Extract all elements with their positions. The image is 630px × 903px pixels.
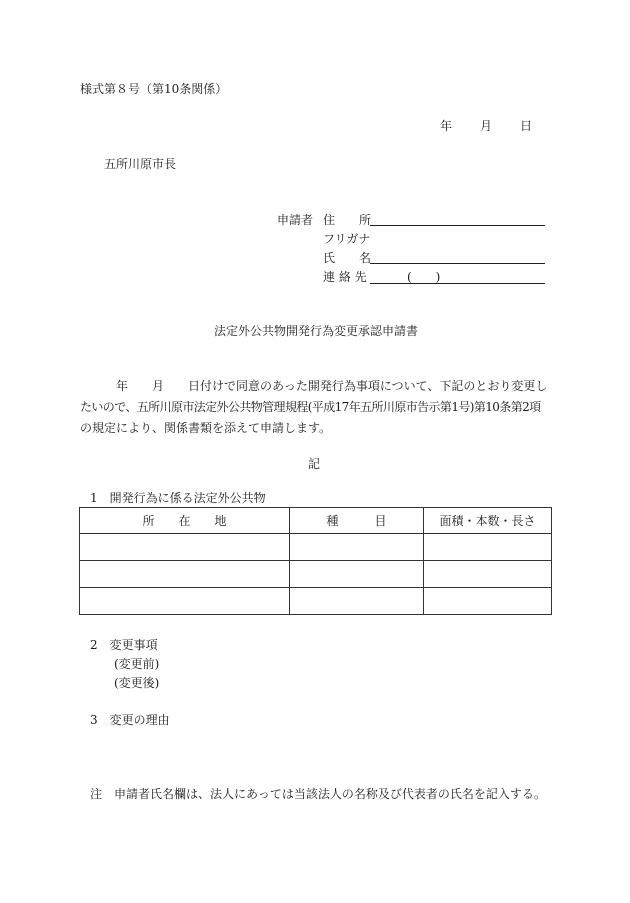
table-cell-type[interactable] bbox=[290, 561, 424, 588]
section3-heading: 3 変更の理由 bbox=[90, 713, 170, 727]
date-month-label: 月 bbox=[480, 119, 493, 133]
addressee: 五所川原市長 bbox=[104, 157, 177, 171]
section1-heading: 1 開発行為に係る法定外公共物 bbox=[90, 491, 266, 505]
table-cell-area[interactable] bbox=[424, 588, 552, 615]
column-header-type: 種 目 bbox=[290, 508, 424, 534]
name-label: 氏 名 bbox=[323, 251, 372, 265]
contact-field[interactable] bbox=[370, 269, 545, 284]
table-header-row bbox=[80, 508, 552, 534]
public-property-table bbox=[79, 507, 552, 615]
section2-before: (変更前) bbox=[114, 657, 160, 671]
date-day-label: 日 bbox=[520, 119, 533, 133]
contact-paren: ( ) bbox=[407, 270, 441, 284]
document-title: 法定外公共物開発行為変更承認申請書 bbox=[214, 324, 419, 338]
contact-label: 連 絡 先 bbox=[323, 270, 367, 284]
table-cell-area[interactable] bbox=[424, 561, 552, 588]
table-cell-type[interactable] bbox=[290, 588, 424, 615]
furigana-field[interactable] bbox=[370, 231, 545, 245]
column-header-location: 所 在 地 bbox=[80, 508, 290, 534]
column-header-area: 面積・本数・長さ bbox=[424, 508, 552, 534]
address-field[interactable] bbox=[370, 212, 545, 230]
table-row bbox=[80, 588, 552, 615]
table-row bbox=[80, 561, 552, 588]
section2-after: (変更後) bbox=[114, 676, 160, 690]
date-line bbox=[440, 118, 532, 134]
table-row bbox=[80, 534, 552, 561]
furigana-label: フリガナ bbox=[323, 232, 371, 246]
address-label: 住 所 bbox=[323, 213, 372, 227]
table-cell-location[interactable] bbox=[80, 588, 290, 615]
body-paragraph bbox=[80, 376, 555, 439]
footnote: 注 申請者氏名欄は、法人にあっては当該法人の名称及び代表者の氏名を記入する。 bbox=[90, 787, 546, 801]
body-line-2: たいので、五所川原市法定外公共物管理規程(平成17年五所川原市告示第1号)第10条第2項 bbox=[80, 400, 541, 414]
table-cell-type[interactable] bbox=[290, 534, 424, 561]
applicant-label: 申請者 bbox=[277, 213, 314, 227]
table-cell-location[interactable] bbox=[80, 561, 290, 588]
body-line-1: 年 月 日付けで同意のあった開発行為事項について、下記のとおり変更し bbox=[80, 379, 548, 393]
date-year-label: 年 bbox=[440, 119, 453, 133]
ki-heading: 記 bbox=[308, 457, 321, 471]
table-cell-location[interactable] bbox=[80, 534, 290, 561]
section2-heading: 2 変更事項 bbox=[90, 638, 158, 652]
table-cell-area[interactable] bbox=[424, 534, 552, 561]
body-line-3: の規定により、関係書類を添えて申請します。 bbox=[80, 421, 332, 435]
name-field[interactable] bbox=[370, 250, 545, 268]
form-number: 様式第８号（第10条関係） bbox=[80, 82, 228, 96]
